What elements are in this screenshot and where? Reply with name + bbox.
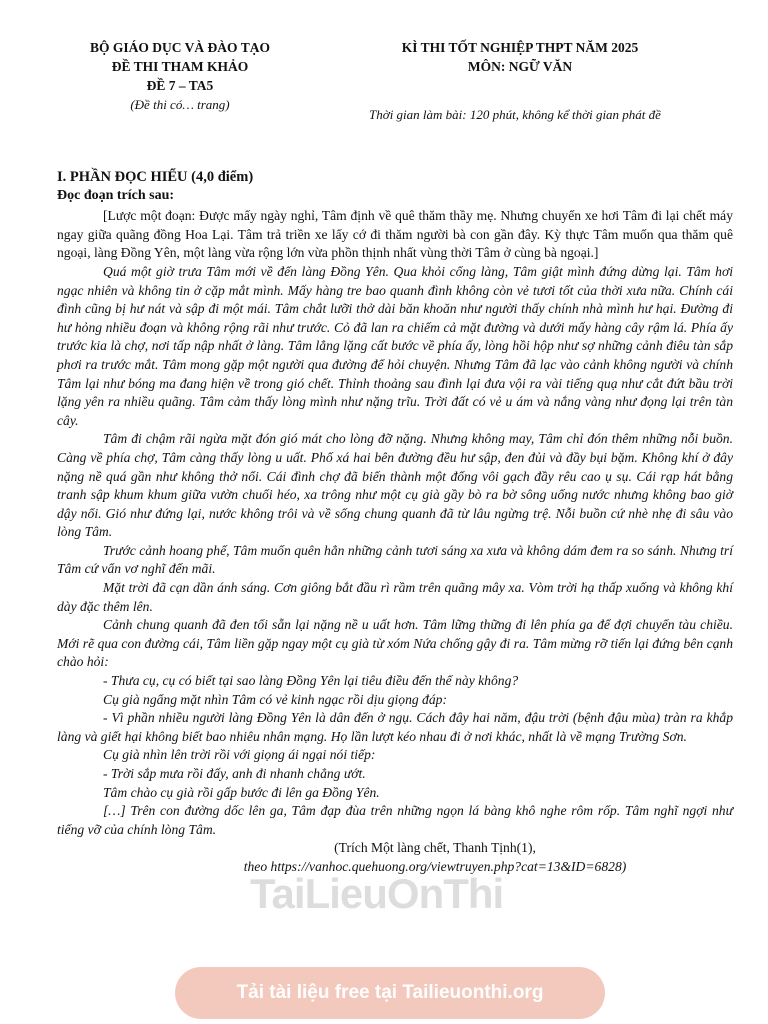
source-line-1: (Trích Một làng chết, Thanh Tịnh(1), — [334, 840, 536, 856]
paragraph-2: Tâm đi chậm rãi ngừa mặt đón gió mát cho lòng đỡ nặng. Nhưng không may, Tâm chỉ đón thêm những nỗi buồn. Càng về phía chợ, Tâm càng thấy lòng u uất. Phố xá hai bên đường đều hư sập, đen đủi và đầy bụi bặm. Không khí ở đây nặng nề quá gần như không thở nổi. Cái đình chợ đã biến thành một đống vôi gạch đầy rêu cao ụ sụ. Cái rạp hát bằng tranh sập khum khum giữa vườn chuối héo, xa trông như một cụ già gầy bò ra bờ sông uống nước nhưng không bao giờ dậy nổi. Gió như đứng lại, nước không trôi và về sống chung quanh đã từ lâu ngừng trệ. Nỗi buồn cứ nhè nhẹ đi sâu vào lòng Tâm. — [57, 431, 733, 540]
paragraph-4: Mặt trời đã cạn dần ánh sáng. Cơn giông bắt đầu rì rầm trên quãng mây xa. Vòm trời hạ thấp xuống và không khí dày đặc thêm lên. — [57, 580, 733, 614]
exam-code: ĐỀ 7 – TA5 — [146, 78, 214, 93]
paragraph-7: Cụ già ngẩng mặt nhìn Tâm có vẻ kinh ngạc rồi dịu giọng đáp: — [103, 691, 447, 707]
instruction: Đọc đoạn trích sau: — [57, 187, 175, 203]
paragraph-5: Cảnh chung quanh đã đen tối sẵn lại nặng nề u uất hơn. Tâm lững thững đi lên phía ga để đợi chuyến tàu chiều. Mới rẽ qua con đường cái, Tâm liền gặp ngay một cụ già từ xóm Nứa chống gậy đi ra. Tâm mừng rỡ tiến lại đứng bên cạnh chào hỏi: — [57, 617, 733, 670]
header-left — [70, 38, 290, 114]
summary-paragraph: [Lược một đoạn: Được mấy ngày nghỉ, Tâm định về quê thăm thầy mẹ. Nhưng chuyến xe hơi Tâm đi lại chết máy ngay giữa quãng đồng Hoa Lại. Tâm trả triền xe lấy cớ đi thăm người bà con gần đây. Kỳ thực Tâm muốn qua thăm quê ngoại, làng Đồng Yên, một làng vừa rộng lớn vừa phồn thịnh nhất vùng thời Tâm ở cùng bà ngoại.] — [57, 208, 733, 261]
exam-title: KÌ THI TỐT NGHIỆP THPT NĂM 2025 — [401, 40, 639, 55]
exam-type: ĐỀ THI THAM KHẢO — [111, 59, 249, 74]
paragraph-9: Cụ già nhìn lên trời rồi với giọng ái ngại nói tiếp: — [103, 747, 376, 763]
paragraph-6: - Thưa cụ, cụ có biết tại sao làng Đồng Yên lại tiêu điều đến thế này không? — [103, 673, 519, 689]
header-right — [370, 38, 670, 76]
paragraph-1: Quá một giờ trưa Tâm mới về đến làng Đồng Yên. Qua khỏi cổng làng, Tâm giật mình đứng dừng lại. Tâm hơi ngạc nhiên và không tin ở cặp mắt mình. Mấy hàng tre bao quanh đình không còn vẻ tươi tốt của thời xưa nữa. Chính cái đình cũng bị hư nát và sập đi một mái. Tâm chắt lưỡi thở dài băn khoăn như người thấy chính nhà mình hư hại. Đường đi hư hỏng nhiều đoạn và không rộng rãi như trước. Cỏ đã lan ra chiếm cả mặt đường và dưới mấy hàng cây rậm lá. Phía ấy trước kia là chợ, nơi tấp nập nhất ở làng. Tâm lẳng lặng cất bước về phía ấy, lòng hồi hộp như sợ những cảnh điêu tàn sắp phơi ra trước mắt. Tâm mong gặp một người qua đường để hỏi chuyện. Nhưng Tâm đã lạc vào cảnh không người và chính Tâm lại như bóng ma đang hiện về trong gió chết. Thỉnh thoảng sau đình lại đưa vội ra vài tiếng quạ như cắt đứt bầu trời lặng yên ra nhiều quãng. Tâm cảm thấy lòng mình như nặng trĩu. Trời đất có vẻ u ám và nắng vàng như đọng lại trên tàn cây. — [57, 263, 733, 428]
subject: MÔN: NGỮ VĂN — [467, 59, 573, 74]
download-banner[interactable]: Tải tài liệu free tại Tailieuonthi.org — [175, 967, 605, 1019]
watermark-logo: TaiLieuOnThi — [250, 870, 504, 917]
section-title: I. PHẦN ĐỌC HIỂU (4,0 điểm) — [57, 169, 254, 185]
pages-note: (Đề thi có… trang) — [130, 97, 230, 112]
paragraph-11: Tâm chào cụ già rồi gấp bước đi lên ga Đồng Yên. — [103, 784, 380, 800]
time-note: Thời gian làm bài: 120 phút, không kể thời gian phát đề — [369, 107, 661, 122]
source-line-2: theo https://vanhoc.quehuong.org/viewtruyen.php?cat=13&ID=6828) — [243, 858, 627, 874]
paragraph-3: Trước cảnh hoang phế, Tâm muốn quên hẳn những cảnh tươi sáng xa xưa và không dám đem ra so sánh. Nhưng trí Tâm cứ vẩn vơ nghĩ đến mãi. — [57, 542, 733, 577]
paragraph-12: […] Trên con đường dốc lên ga, Tâm đạp đùa trên những ngọn lá bàng khô nghe rôm rốp. Tâm nghĩ ngợi như tiếng vỡ của chính lòng Tâm. — [57, 803, 733, 837]
paragraph-10: - Trời sắp mưa rồi đấy, anh đi nhanh chẳng ướt. — [103, 766, 366, 781]
reading-section — [57, 168, 733, 877]
ministry-name: BỘ GIÁO DỤC VÀ ĐÀO TẠO — [90, 40, 270, 55]
paragraph-8: - Vì phần nhiều người làng Đồng Yên là dân đến ở ngụ. Cách đây hai năm, đậu trời (bệnh đậu mùa) tràn ra khắp làng và giết hại không biết bao nhiêu nhân mạng. Họ lần lượt kéo nhau đi ở nơi khác, nhất là về mạng Trường Sơn. — [57, 710, 733, 744]
